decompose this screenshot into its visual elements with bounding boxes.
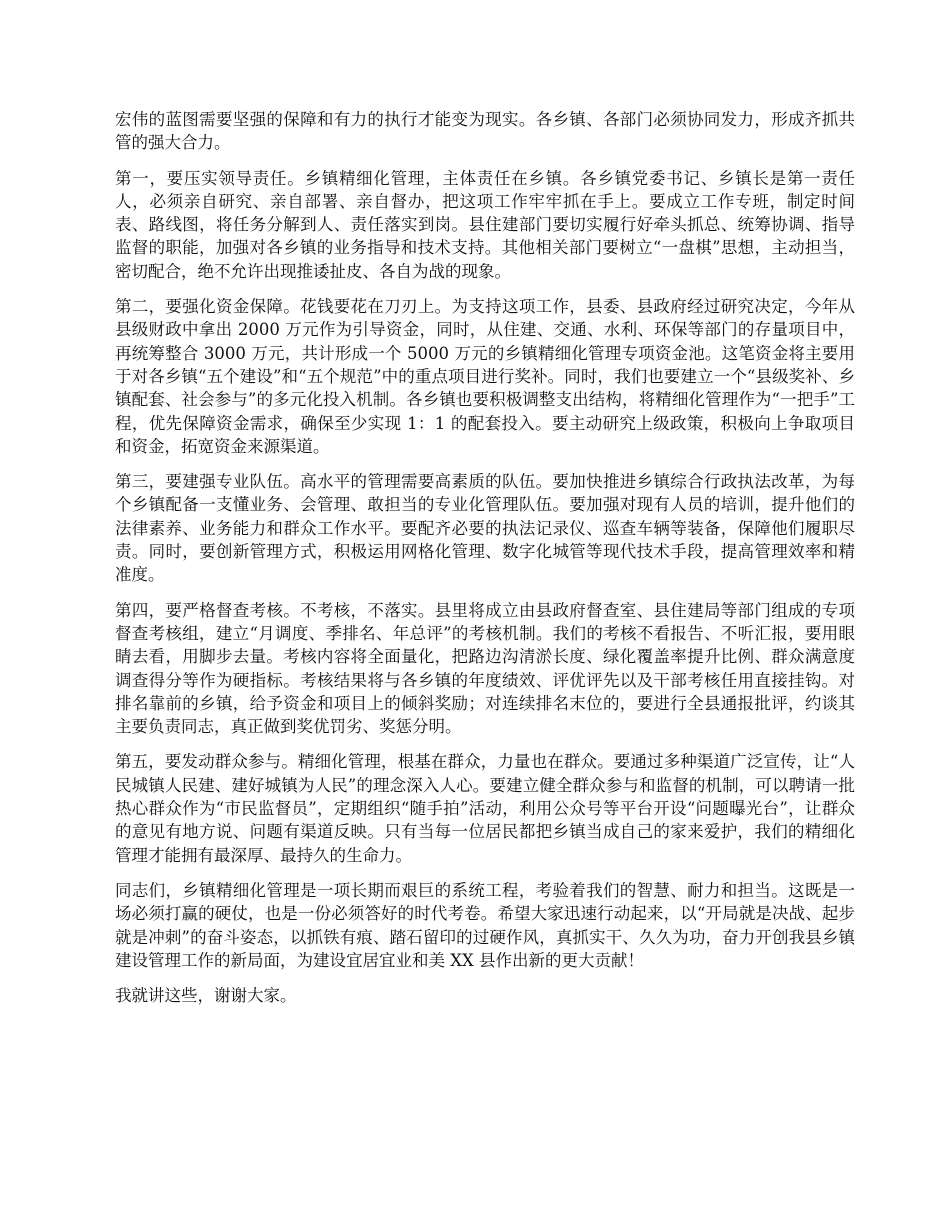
paragraph-supervision-assessment: 第四，要严格督查考核。不考核，不落实。县里将成立由县政府督查室、县住建局等部门组成的专项督查考核组，建立“月调度、季排名、年总评”的考核机制。我们的考核不看报告、不听汇报，要用眼睛去看，用脚步去量。考核内容将全面量化，把路边沟清淤长度、绿化覆盖率提升比例、群众满意度调查得分等作为硬指标。考核结果将与各乡镇的年度绩效、评优评先以及干部考核任用直接挂钩。对排名靠前的乡镇，给予资金和项目上的倾斜奖励；对连续排名末位的，要进行全县通报批评，约谈其主要负责同志，真正做到奖优罚劣、奖惩分明。 bbox=[115, 600, 855, 737]
paragraph-closing-call: 同志们，乡镇精细化管理是一项长期而艰巨的系统工程，考验着我们的智慧、耐力和担当。这既是一场必须打赢的硬仗，也是一份必须答好的时代考卷。希望大家迅速行动起来，以“开局就是决战、起步就是冲刺”的奋斗姿态，以抓铁有痕、踏石留印的过硬作风，真抓实干、久久为功，奋力开创我县乡镇建设管理工作的新局面，为建设宜居宜业和美 XX 县作出新的更大贡献！ bbox=[115, 880, 855, 970]
paragraph-public-participation: 第五，要发动群众参与。精细化管理，根基在群众，力量也在群众。要通过多种渠道广泛宣传，让“人民城镇人民建、建好城镇为人民”的理念深入人心。要建立健全群众参与和监督的机制，可以聘请一批热心群众作为“市民监督员”，定期组织“随手拍”活动，利用公众号等平台开设“问题曝光台”，让群众的意见有地方说、问题有渠道反映。只有当每一位居民都把乡镇当成自己的家来爱护，我们的精细化管理才能拥有最深厚、最持久的生命力。 bbox=[115, 752, 855, 865]
paragraph-professional-team: 第三，要建强专业队伍。高水平的管理需要高素质的队伍。要加快推进乡镇综合行政执法改革，为每个乡镇配备一支懂业务、会管理、敢担当的专业化管理队伍。要加强对现有人员的培训，提升他们的法律素养、业务能力和群众工作水平。要配齐必要的执法记录仪、巡查车辆等装备，保障他们履职尽责。同时，要创新管理方式，积极运用网格化管理、数字化城管等现代技术手段，提高管理效率和精准度。 bbox=[115, 472, 855, 585]
paragraph-leadership-responsibility: 第一，要压实领导责任。乡镇精细化管理，主体责任在乡镇。各乡镇党委书记、乡镇长是第一责任人，必须亲自研究、亲自部署、亲自督办，把这项工作牢牢抓在手上。要成立工作专班，制定时间表、路线图，将任务分解到人、责任落实到岗。县住建部门要切实履行好牵头抓总、统筹协调、指导监督的职能，加强对各乡镇的业务指导和技术支持。其他相关部门要树立“一盘棋”思想，主动担当，密切配合，绝不允许出现推诿扯皮、各自为战的现象。 bbox=[115, 168, 855, 281]
paragraph-funding-guarantee: 第二，要强化资金保障。花钱要花在刀刃上。为支持这项工作，县委、县政府经过研究决定，今年从县级财政中拿出 2000 万元作为引导资金，同时，从住建、交通、水利、环保等部门的存量项目中，再统筹整合 3000 万元，共计形成一个 5000 万元的乡镇精细化管理专项资金池。这笔资金将主要用于对各乡镇“五个建设”和“五个规范”中的重点项目进行奖补。同时，我们也要建立一个“县级奖补、乡镇配套、社会参与”的多元化投入机制。各乡镇也要积极调整支出结构，将精细化管理作为“一把手”工程，优先保障资金需求，确保至少实现 1：1 的配套投入。要主动研究上级政策，积极向上争取项目和资金，拓宽资金来源渠道。 bbox=[115, 297, 855, 456]
paragraph-intro: 宏伟的蓝图需要坚强的保障和有力的执行才能变为现实。各乡镇、各部门必须协同发力，形成齐抓共管的强大合力。 bbox=[115, 110, 855, 153]
paragraph-thanks: 我就讲这些，谢谢大家。 bbox=[115, 986, 297, 1006]
document-page bbox=[115, 108, 855, 1019]
